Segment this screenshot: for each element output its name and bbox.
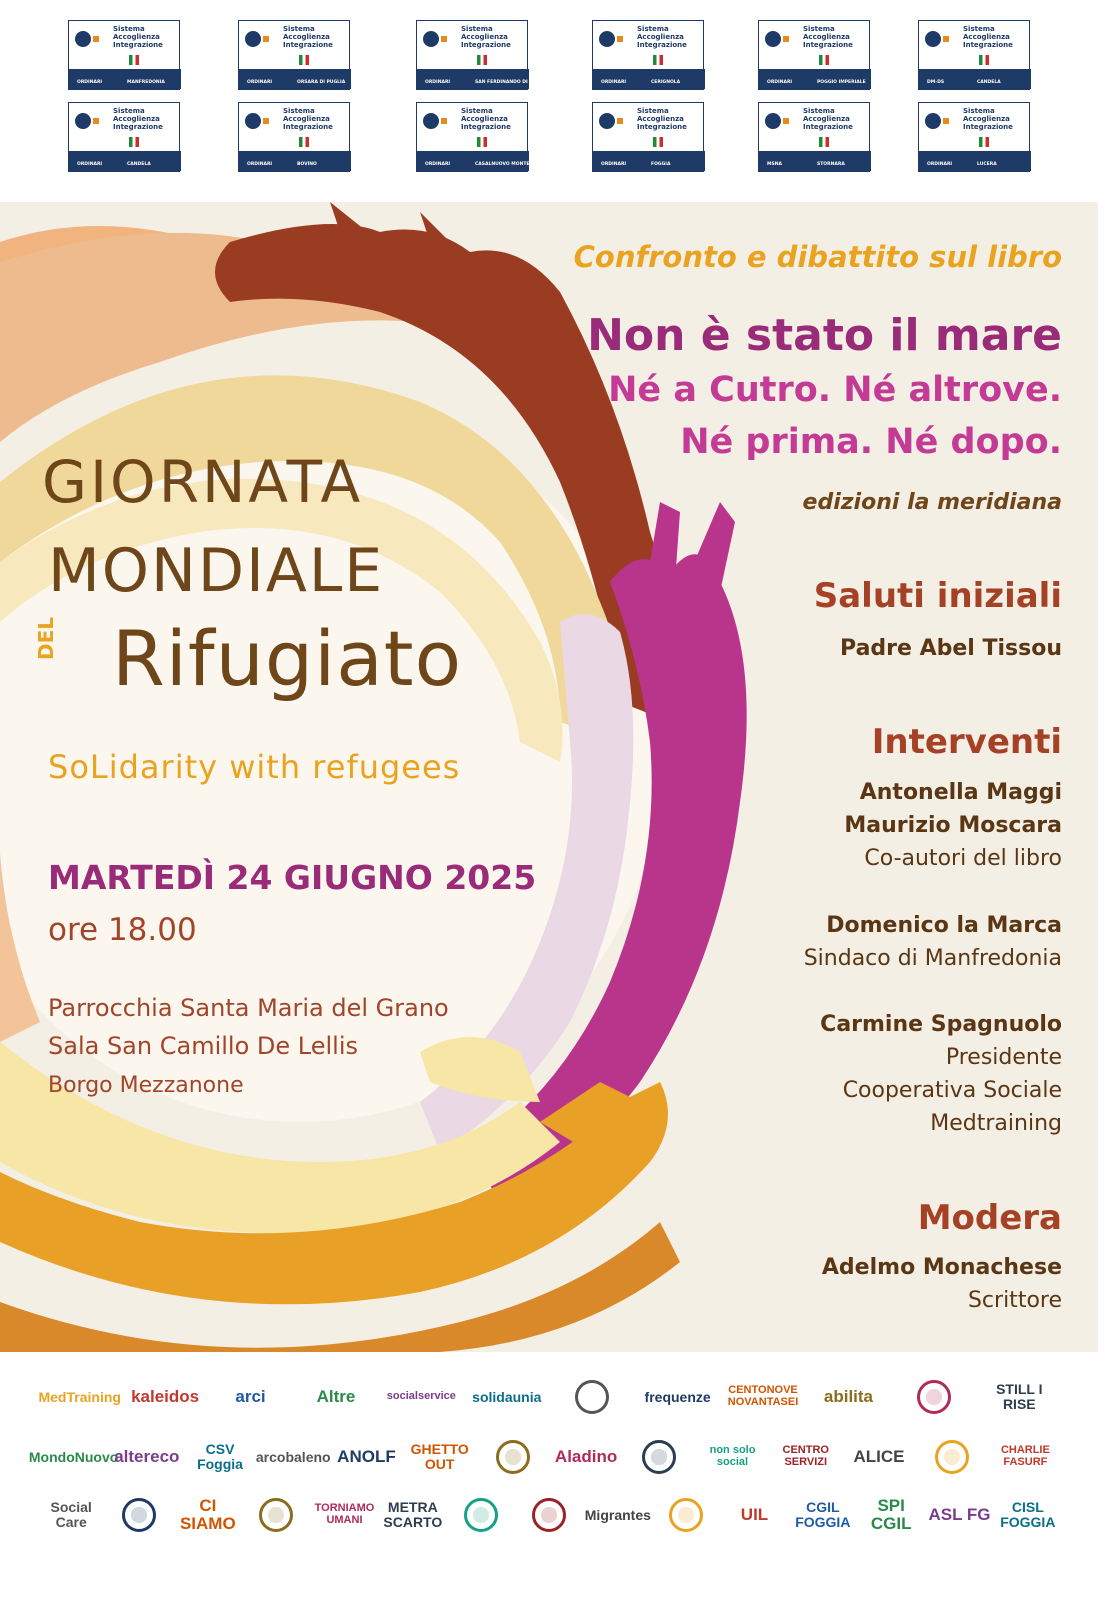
partner-logo-label: CHARLIE FASURF: [1000, 1444, 1050, 1468]
sai-badge-category: ORDINARI: [601, 80, 627, 85]
partner-logo-label: MedTraining: [38, 1388, 121, 1405]
event-venue-3: Borgo Mezzanone: [48, 1073, 244, 1098]
sai-badge-bar: [69, 151, 181, 171]
sai-badge: [918, 102, 1030, 172]
sai-logo-icon: [765, 31, 781, 47]
sai-badge: [592, 102, 704, 172]
sai-badge-bar: [239, 69, 351, 89]
italian-flag-icon: [979, 137, 989, 147]
partner-logo-label: arci: [235, 1387, 266, 1407]
sai-badge-municipality: CANDELA: [127, 162, 151, 167]
sai-badge-title: Sistema Accoglienza Integrazione: [963, 25, 1013, 49]
partner-logo: [518, 1492, 580, 1538]
sai-badge-title: Sistema Accoglienza Integrazione: [963, 107, 1013, 131]
sai-badge-municipality: ORSARA DI PUGLIA: [297, 80, 346, 85]
sai-badge-category: ORDINARI: [77, 162, 103, 167]
interventi-heading: Interventi: [871, 722, 1062, 762]
sai-badge-municipality: STORNARA: [817, 162, 845, 167]
speaker-4: Carmine Spagnuolo: [820, 1012, 1062, 1037]
italian-flag-icon: [129, 137, 139, 147]
italian-flag-icon: [819, 137, 829, 147]
partner-logo: [245, 1492, 307, 1538]
sai-logo-icon: [75, 31, 91, 47]
sai-badge: [918, 20, 1030, 90]
speaker-2: Maurizio Moscara: [844, 813, 1062, 838]
event-venue-2: Sala San Camillo De Lellis: [48, 1032, 358, 1060]
partner-logo: [626, 1434, 693, 1480]
saluti-heading: Saluti iniziali: [813, 576, 1062, 616]
partner-logo-label: solidaunia: [472, 1388, 542, 1405]
partner-logo: [211, 1374, 290, 1420]
sai-badge-bar: [239, 151, 351, 171]
sai-logo-icon: [925, 113, 941, 129]
sai-badge-bar: [759, 69, 871, 89]
partner-logo: [992, 1434, 1059, 1480]
partner-logo-label: Migrantes: [584, 1506, 651, 1523]
sai-badge-category: ORDINARI: [425, 162, 451, 167]
sai-badge: [238, 20, 350, 90]
partner-logo: [860, 1492, 922, 1538]
sai-badge: [758, 20, 870, 90]
sai-badge-municipality: POGGIO IMPERIALE: [817, 80, 866, 85]
sai-badge: [68, 102, 180, 172]
partner-logo-label: TORNIAMO UMANI: [314, 1502, 375, 1526]
sai-badge-title: Sistema Accoglienza Integrazione: [637, 25, 687, 49]
partner-logo-label: kaleidos: [131, 1387, 200, 1407]
italian-flag-icon: [129, 55, 139, 65]
sai-badge-category: ORDINARI: [247, 80, 273, 85]
partner-logo: [928, 1492, 990, 1538]
sai-badge-bar: [417, 69, 548, 89]
partner-logo-label: ASL FG: [928, 1505, 991, 1525]
sai-badge: [758, 102, 870, 172]
partner-emblem-icon: [496, 1440, 530, 1474]
partner-logo-label: CISL FOGGIA: [1000, 1499, 1056, 1530]
book-subtitle-line3: Né prima. Né dopo.: [680, 422, 1062, 462]
sai-logo-icon: [925, 31, 941, 47]
sai-logo-icon: [599, 113, 615, 129]
partner-logo: [553, 1434, 620, 1480]
sai-badge-title: Sistema Accoglienza Integrazione: [461, 107, 511, 131]
partner-logo: [479, 1434, 546, 1480]
partner-logo: [980, 1374, 1059, 1420]
partner-logo: [792, 1492, 854, 1538]
event-date: MARTEDÌ 24 GIUGNO 2025: [48, 858, 537, 897]
sai-badges-strip: [0, 0, 1120, 200]
event-title-mondiale: MONDIALE: [48, 536, 385, 606]
italian-flag-icon: [299, 137, 309, 147]
partner-logos: [0, 1352, 1120, 1600]
sai-badge-category: DM-DS: [927, 80, 945, 85]
partner-logo: [894, 1374, 973, 1420]
partner-emblem-icon: [464, 1498, 498, 1532]
book-subtitle-line2: Né a Cutro. Né altrove.: [608, 370, 1062, 410]
partner-emblem-icon: [122, 1498, 156, 1532]
partner-logo-label: non solo social: [709, 1444, 756, 1468]
sai-badge-bar: [759, 151, 871, 171]
speaker-1-2-role: Co-autori del libro: [864, 846, 1062, 871]
partner-logo: [723, 1492, 785, 1538]
speaker-4-role-2: Cooperativa Sociale: [842, 1078, 1062, 1103]
italian-flag-icon: [299, 55, 309, 65]
sai-logo-icon: [245, 113, 261, 129]
speaker-4-role-1: Presidente: [945, 1045, 1062, 1070]
sai-badge-bar: [593, 69, 705, 89]
partner-logo-label: socialservice: [386, 1390, 456, 1403]
partner-logo: [997, 1492, 1059, 1538]
sai-badge-bar: [919, 69, 1031, 89]
sai-badge-category: ORDINARI: [767, 80, 793, 85]
sai-logo-icon: [423, 113, 439, 129]
sai-badge-title: Sistema Accoglienza Integrazione: [637, 107, 687, 131]
partner-logo-label: CGIL FOGGIA: [795, 1499, 851, 1530]
sai-badge-title: Sistema Accoglienza Integrazione: [113, 107, 163, 131]
sai-badge-title: Sistema Accoglienza Integrazione: [803, 107, 853, 131]
sai-badge-bar: [593, 151, 705, 171]
moderator-role: Scrittore: [967, 1288, 1062, 1313]
sai-badge-bar: [919, 151, 1031, 171]
moderator-name: Adelmo Monachese: [821, 1255, 1062, 1280]
partner-emblem-icon: [935, 1440, 969, 1474]
partner-logo: [406, 1434, 473, 1480]
partner-logo: [723, 1374, 802, 1420]
partner-logo: [177, 1492, 239, 1538]
sai-badge-municipality: CANDELA: [977, 80, 1001, 85]
partner-logo-label: altereco: [114, 1447, 180, 1467]
sai-badge-municipality: CERIGNOLA: [651, 80, 681, 85]
partner-logo-label: METRA SCARTO: [383, 1499, 443, 1530]
sai-badge-category: ORDINARI: [927, 162, 953, 167]
partner-logo: [313, 1492, 375, 1538]
sai-badge-title: Sistema Accoglienza Integrazione: [461, 25, 511, 49]
speaker-3: Domenico la Marca: [826, 913, 1062, 938]
partner-logo-label: STILL I RISE: [996, 1381, 1043, 1412]
partner-emblem-icon: [259, 1498, 293, 1532]
partner-logo: [28, 1434, 119, 1480]
book-intro: Confronto e dibattito sul libro: [573, 240, 1062, 274]
partner-logo-label: frequenze: [644, 1388, 711, 1405]
partner-logo-label: ALICE: [853, 1447, 905, 1467]
partner-logo: [333, 1434, 400, 1480]
partner-logo: [553, 1374, 632, 1420]
event-title-rifugiato: Rifugiato: [112, 614, 463, 703]
partner-logo: [108, 1492, 170, 1538]
italian-flag-icon: [819, 55, 829, 65]
partner-logo-label: Aladino: [554, 1447, 618, 1467]
sai-logo-icon: [423, 31, 439, 47]
partner-logo: [919, 1434, 986, 1480]
partner-logo: [125, 1374, 204, 1420]
sai-badge-category: ORDINARI: [247, 162, 273, 167]
saluti-name: Padre Abel Tissou: [840, 636, 1062, 661]
partner-logo-label: Social Care: [50, 1499, 92, 1530]
sai-badge: [416, 20, 548, 90]
sai-badge-title: Sistema Accoglienza Integrazione: [283, 107, 333, 131]
sai-badge-category: ORDINARI: [77, 80, 103, 85]
partner-logo: [450, 1492, 512, 1538]
event-subtitle: SoLidarity with refugees: [48, 748, 461, 786]
event-title-giornata: GIORNATA: [42, 448, 364, 516]
sai-badge: [68, 20, 180, 90]
sai-badge-bar: [69, 69, 181, 89]
italian-flag-icon: [979, 55, 989, 65]
partner-emblem-icon: [642, 1440, 676, 1474]
sai-badge: [416, 102, 551, 172]
sai-badge-title: Sistema Accoglienza Integrazione: [803, 25, 853, 49]
partner-logo: [584, 1492, 651, 1538]
italian-flag-icon: [477, 137, 487, 147]
sai-badge-municipality: CASALNUOVO MONTEROTARO: [475, 162, 551, 167]
partner-logo: [772, 1434, 839, 1480]
partner-logo: [809, 1374, 888, 1420]
partner-emblem-icon: [917, 1380, 951, 1414]
sai-badge-municipality: BOVINO: [297, 162, 317, 167]
sai-badge-municipality: LUCERA: [977, 162, 997, 167]
sai-badge-category: ORDINARI: [425, 80, 451, 85]
partner-logo-label: CI SIAMO: [179, 1496, 236, 1533]
italian-flag-icon: [653, 55, 663, 65]
sai-logo-icon: [765, 113, 781, 129]
partner-logo-label: GHETTO OUT: [410, 1441, 469, 1472]
sai-logo-icon: [75, 113, 91, 129]
italian-flag-icon: [653, 137, 663, 147]
partner-logo: [40, 1374, 119, 1420]
sai-badge: [592, 20, 704, 90]
partner-logo-label: Altre: [316, 1387, 356, 1407]
sai-badge-category: MSNA: [767, 162, 782, 167]
partner-emblem-icon: [532, 1498, 566, 1532]
partner-logo: [382, 1492, 444, 1538]
partner-logo-label: arcobaleno: [255, 1448, 331, 1465]
partner-emblem-icon: [575, 1380, 609, 1414]
partner-logo-label: CENTONOVE NOVANTASEI: [727, 1384, 799, 1408]
partner-logo: [638, 1374, 717, 1420]
sai-badge-municipality: MANFREDONIA: [127, 80, 165, 85]
sai-badge: [238, 102, 350, 172]
partner-logo: [113, 1434, 180, 1480]
partner-logo-label: UIL: [740, 1505, 769, 1525]
partner-logo-label: abilita: [823, 1387, 874, 1407]
partner-logo: [186, 1434, 253, 1480]
speaker-4-role-3: Medtraining: [930, 1111, 1062, 1136]
partner-logo: [255, 1434, 331, 1480]
event-time: ore 18.00: [48, 912, 197, 948]
sai-badge-title: Sistema Accoglienza Integrazione: [113, 25, 163, 49]
partner-logo: [467, 1374, 546, 1420]
partner-logo-label: SPI CGIL: [870, 1496, 912, 1533]
book-publisher: edizioni la meridiana: [802, 490, 1062, 515]
partner-logo-label: ANOLF: [337, 1447, 396, 1467]
partner-logo-label: CENTRO SERVIZI: [782, 1444, 829, 1468]
partner-logo: [296, 1374, 375, 1420]
italian-flag-icon: [477, 55, 487, 65]
event-venue-1: Parrocchia Santa Maria del Grano: [48, 994, 449, 1022]
sai-badge-category: ORDINARI: [601, 162, 627, 167]
modera-heading: Modera: [917, 1198, 1062, 1238]
partner-logo-label: CSV Foggia: [197, 1441, 243, 1472]
sai-badge-bar: [417, 151, 551, 171]
partner-logo: [382, 1374, 461, 1420]
sai-logo-icon: [245, 31, 261, 47]
sai-badge-title: Sistema Accoglienza Integrazione: [283, 25, 333, 49]
sai-badge-municipality: FOGGIA: [651, 162, 671, 167]
speaker-1: Antonella Maggi: [859, 780, 1062, 805]
partner-logo: [40, 1492, 102, 1538]
book-title: Non è stato il mare: [587, 310, 1062, 361]
speaker-3-role: Sindaco di Manfredonia: [803, 946, 1062, 971]
event-title-del: DEL: [34, 616, 58, 660]
partner-logo-label: MondoNuovo: [28, 1448, 119, 1465]
partner-logo: [655, 1492, 717, 1538]
partner-logo: [699, 1434, 766, 1480]
sai-badge-municipality: SAN FERDINANDO DI PUGLIA: [475, 80, 548, 85]
partner-logo: [845, 1434, 912, 1480]
partner-emblem-icon: [669, 1498, 703, 1532]
sai-logo-icon: [599, 31, 615, 47]
event-poster: [0, 202, 1098, 1352]
